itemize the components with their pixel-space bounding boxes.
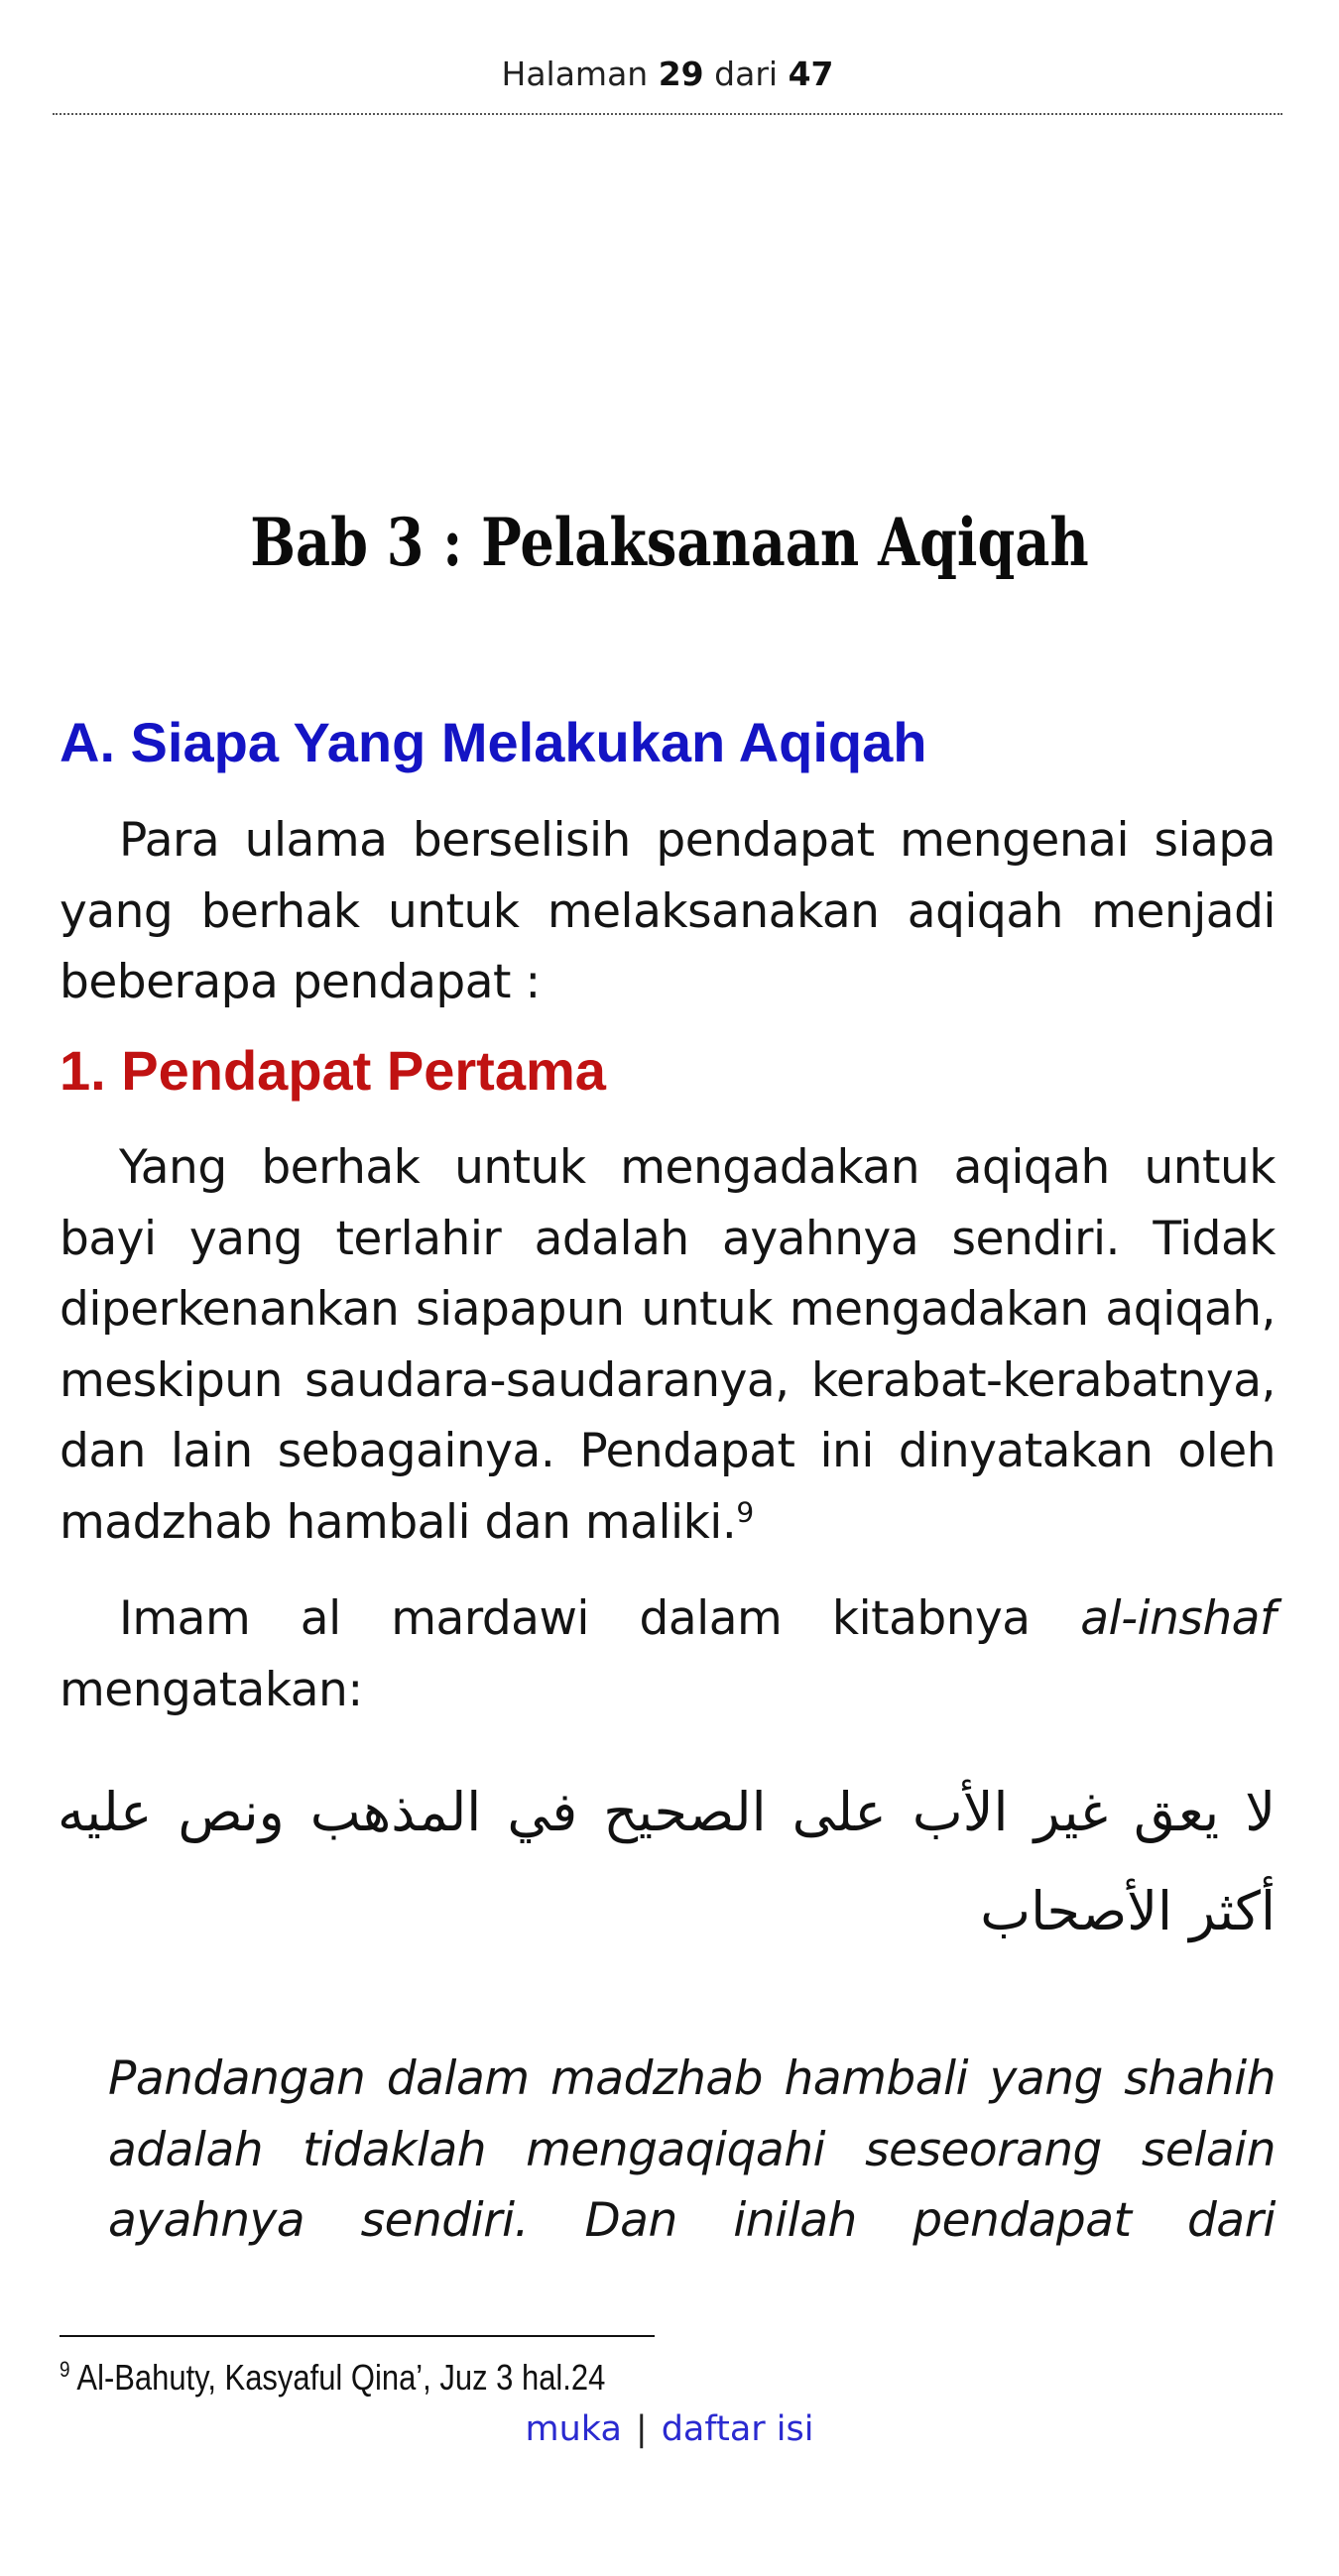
page-label: Halaman: [501, 55, 649, 93]
translation-quote: Pandangan dalam madzhab hambali yang shahih adalah tidaklah mengaqiqahi seseorang selain ayahnya sendiri. Dan inilah pendapat dari: [108, 2051, 1276, 2248]
chapter-title: Bab 3 : Pelaksanaan Aqiqah: [250, 504, 1089, 581]
quote-intro-before: Imam al mardawi dalam kitabnya: [119, 1591, 1031, 1646]
total-pages-number: 47: [788, 55, 834, 93]
section-intro-paragraph: Para ulama berselisih pendapat mengenai siapa yang berhak untuk melaksanakan aqiqah menjadi beberapa pendapat :: [60, 813, 1276, 1009]
page-header: [53, 55, 1282, 115]
footnote-text: Al-Bahuty, Kasyaful Qina’, Juz 3 hal.24: [76, 2357, 606, 2398]
table-of-contents-link[interactable]: daftar isi: [661, 2409, 814, 2449]
opinion-text: Yang berhak untuk mengadakan aqiqah untuk bayi yang terlahir adalah ayahnya sendiri. Tidak diperkenankan siapapun untuk mengadakan aqiqah, meskipun saudara-saudaranya, kerabat-kerabatnya, dan lain sebagainya. Pendapat ini dinyatakan oleh madzhab hambali dan maliki.: [60, 1140, 1276, 1550]
current-page-number: 29: [658, 55, 704, 93]
arabic-quote: لا يعق غير الأب على الصحيح في المذهب ونص عليه أكثر الأصحاب: [58, 1781, 1276, 1942]
footnote-reference[interactable]: 9: [736, 1494, 754, 1528]
quote-intro-paragraph: [60, 1583, 1276, 1725]
footnote: [60, 2357, 605, 2399]
nav-separator: |: [635, 2409, 648, 2449]
quote-intro-after: mengatakan:: [60, 1662, 363, 1717]
opinion-paragraph: [60, 1132, 1276, 1558]
subsection-heading: 1. Pendapat Pertama: [60, 1039, 606, 1102]
page-navigation: [0, 2409, 1339, 2449]
book-title: al-inshaf: [1080, 1591, 1276, 1646]
section-heading: A. Siapa Yang Melakukan Aqiqah: [60, 711, 927, 773]
footnote-number: 9: [60, 2357, 70, 2382]
page-of-label: dari: [714, 55, 779, 93]
home-link[interactable]: muka: [525, 2409, 622, 2449]
footnote-divider: [60, 2335, 655, 2337]
